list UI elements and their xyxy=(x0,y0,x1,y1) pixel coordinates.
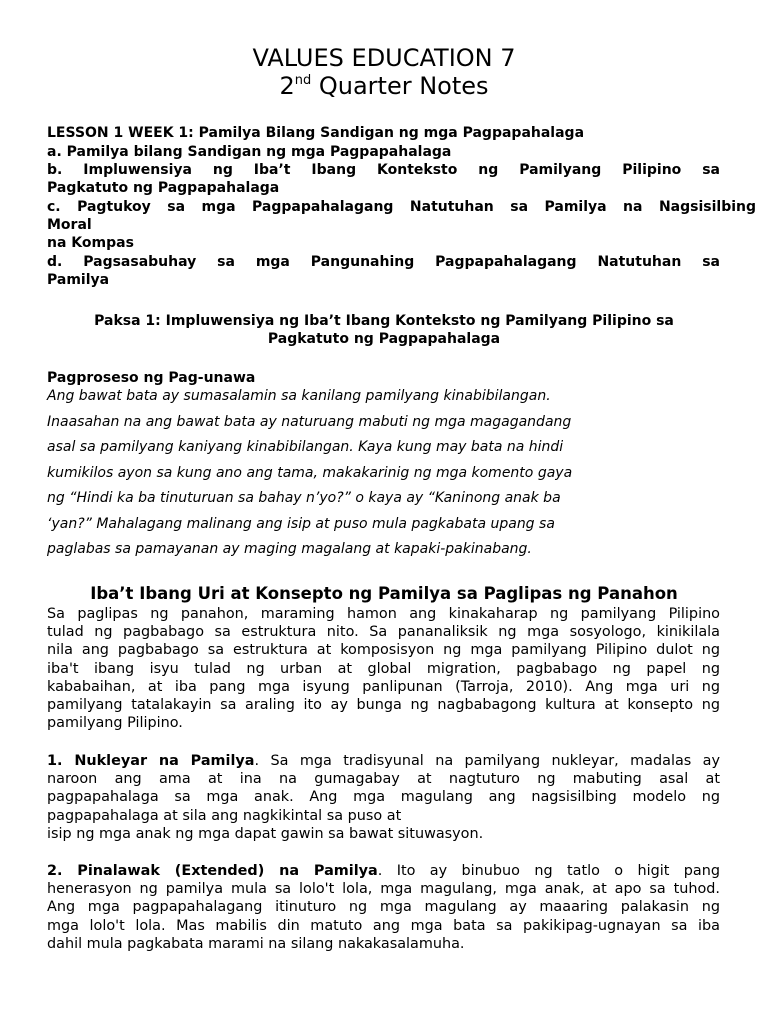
lesson-item-c-line1: c. Pagtukoy sa mga Pagpapahalagang Natutuhan sa Pamilya na Nagsisilbing xyxy=(47,199,756,215)
pagproseso-line: kumikilos ayon sa kung ano ang tama, makakarinig ng mga komento gaya xyxy=(47,465,573,481)
paragraph-line: pagpapahalaga at sila ang nagkikintal sa puso at xyxy=(47,807,402,824)
lesson-item-b-line2: Pagkatuto ng Pagpapahalaga xyxy=(47,180,280,196)
lesson-item-c-line3: na Kompas xyxy=(47,235,134,251)
paragraph-line: iba't ibang isyu tulad ng urban at global migration, pagbabago ng papel ng xyxy=(47,660,720,677)
paragraph-line: kababaihan, at iba pang mga isyung panlipunan (Tarroja, 2010). Ang mga uri ng xyxy=(47,678,720,695)
pagproseso-line: paglabas sa pamayanan ay maging magalang at kapaki-pakinabang. xyxy=(47,541,532,557)
paragraph-line: pagpapahalaga sa mga anak. Ang mga magulang ang nagsisilbing modelo ng xyxy=(47,789,720,806)
paragraph-line: dahil mula pagkabata marami na silang nakakasalamuha. xyxy=(47,935,465,952)
paragraph-line: mga lolo't lola. Mas mabilis din matuto ang mga bata sa pakikipag-ugnayan sa iba xyxy=(47,917,720,934)
pagproseso-line: Ang bawat bata ay sumasalamin sa kanilang pamilyang kinabibilangan. xyxy=(47,388,551,404)
nukleyar-first-line-text: . Sa mga tradisyunal na pamilyang nukleyar, madalas ay xyxy=(254,753,720,769)
subtitle-number: 2 xyxy=(279,72,295,100)
paragraph-line: Ang mga pagpapahalagang itinuturo ng mga magulang ay maaaring palakasin ng xyxy=(47,899,720,916)
paragraph-line: henerasyon ng pamilya mula sa lolo't lola, mga magulang, mga anak, at apo sa tuhod. xyxy=(47,881,720,898)
paragraph-line: tulad ng pagbabago sa estruktura nito. Sa pananaliksik ng mga sosyologo, kinikilala xyxy=(47,624,720,641)
document-subtitle xyxy=(0,72,768,100)
lesson-item-a: a. Pamilya bilang Sandigan ng mga Pagpapahalaga xyxy=(47,144,452,160)
subtitle-superscript: nd xyxy=(294,73,312,88)
pagproseso-line: Inaasahan na ang bawat bata ay naturuang mabuti ng mga magagandang xyxy=(47,414,572,430)
pinalawak-paragraph xyxy=(47,862,720,953)
lesson-item-d-line2: Pamilya xyxy=(47,272,110,288)
paragraph-line: pamilyang Pilipino. xyxy=(47,715,183,732)
lesson-item-c-line2: Moral xyxy=(47,217,92,233)
pinalawak-label: 2. Pinalawak (Extended) na Pamilya xyxy=(47,863,378,879)
paksa-heading-line2: Pagkatuto ng Pagpapahalaga xyxy=(267,331,501,347)
pagproseso-heading: Pagproseso ng Pag-unawa xyxy=(47,370,256,386)
nukleyar-label: 1. Nukleyar na Pamilya xyxy=(47,753,255,769)
lesson-heading: LESSON 1 WEEK 1: Pamilya Bilang Sandigan ng mga Pagpapahalaga xyxy=(47,125,585,141)
pagproseso-line: asal sa pamilyang kaniyang kinabibilangan. Kaya kung may bata na hindi xyxy=(47,439,564,455)
lesson-item-b-line1: b. Impluwensiya ng Iba’t Ibang Konteksto ng Pamilyang Pilipino sa xyxy=(47,162,720,178)
nukleyar-paragraph xyxy=(47,752,720,843)
paragraph-line: pamilyang tatalakayin sa araling ito ay bunga ng nagbabagong kultura at konsepto ng xyxy=(47,697,720,714)
paksa-heading-line1: Paksa 1: Impluwensiya ng Iba’t Ibang Konteksto ng Pamilyang Pilipino sa xyxy=(94,313,674,329)
section-intro-paragraph xyxy=(47,605,720,732)
lesson-item-d-line1: d. Pagsasabuhay sa mga Pangunahing Pagpapahalagang Natutuhan sa xyxy=(47,254,720,270)
paragraph-line xyxy=(47,752,720,770)
paragraph-line: isip ng mga anak ng mga dapat gawin sa bawat situwasyon. xyxy=(47,825,484,842)
subtitle-rest: Quarter Notes xyxy=(311,72,489,100)
paragraph-line xyxy=(47,862,720,880)
paragraph-line: nila ang pagbabago sa estruktura at komposisyon ng mga pamilyang Pilipino dulot ng xyxy=(47,642,720,659)
pinalawak-first-line-text: . Ito ay binubuo ng tatlo o higit pang xyxy=(377,863,720,879)
pagproseso-line: ng “Hindi ka ba tinuturuan sa bahay n’yo?” o kaya ay “Kaninong anak ba xyxy=(47,490,561,506)
pagproseso-line: ‘yan?” Mahalagang malinang ang isip at puso mula pagkabata upang sa xyxy=(47,516,555,532)
document-title: VALUES EDUCATION 7 xyxy=(252,44,516,72)
paragraph-line: Sa paglipas ng panahon, maraming hamon ang kinakaharap ng pamilyang Pilipino xyxy=(47,606,720,622)
section-heading: Iba’t Ibang Uri at Konsepto ng Pamilya sa Paglipas ng Panahon xyxy=(90,584,678,603)
paragraph-line: naroon ang ama at ina na gumagabay at nagtuturo ng mabuting asal at xyxy=(47,771,720,788)
